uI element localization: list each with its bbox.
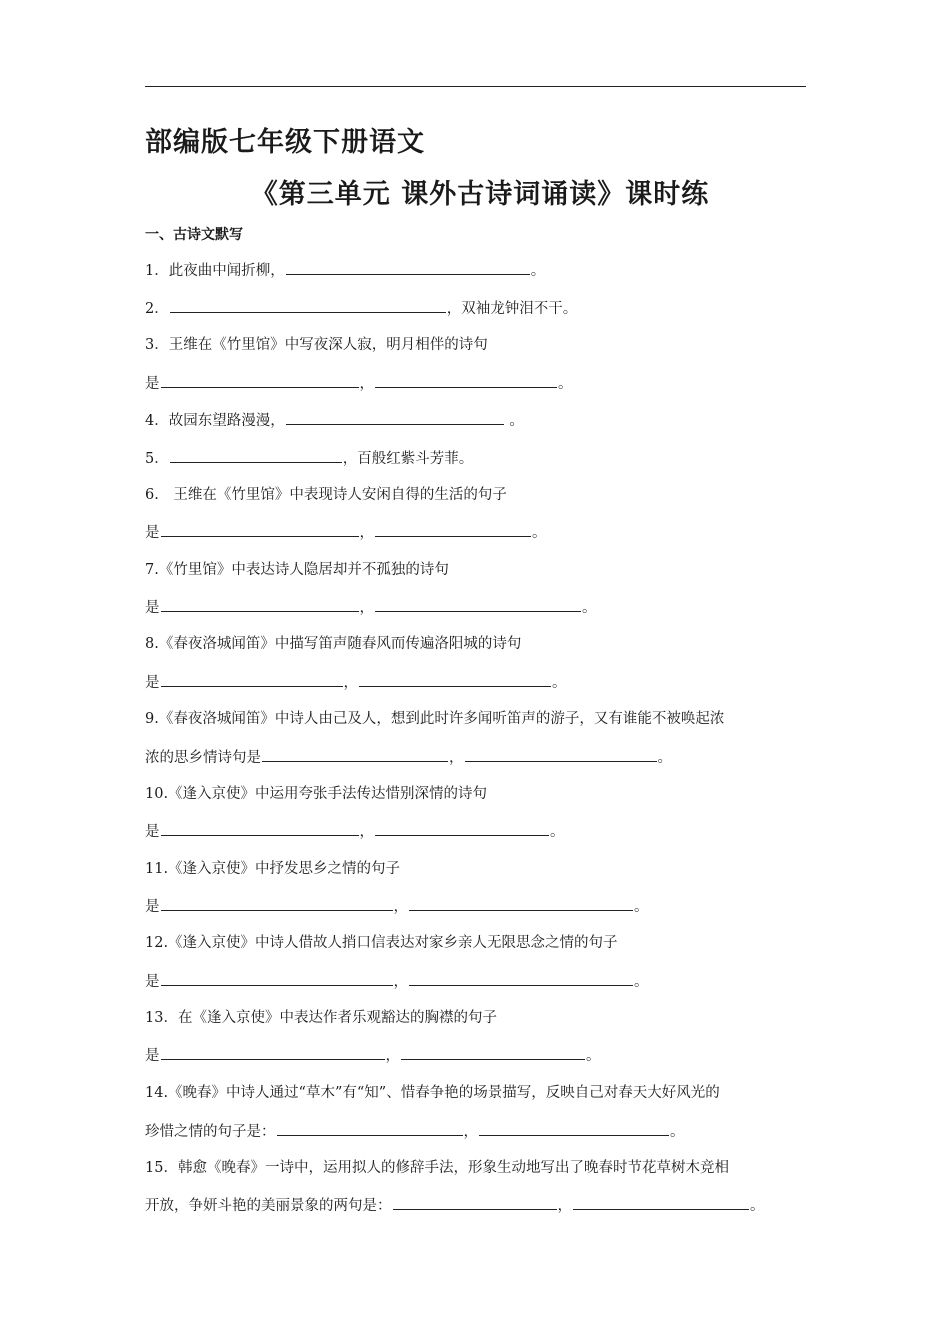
question-14-answer: 珍惜之情的句子是： ， 。 [145, 1121, 685, 1141]
question-text: 1．此夜曲中闻折柳， [145, 263, 285, 279]
question-text: 2． [145, 301, 169, 317]
question-5: 5． ，百般红紫斗芳菲。 [145, 448, 473, 468]
question-8-answer: 是 ， 。 [145, 672, 567, 692]
answer-blank[interactable] [170, 298, 446, 313]
question-text: 12.《逢入京使》中诗人借故人捎口信表达对家乡亲人无限思念之情的句子 [145, 935, 618, 951]
question-3 [145, 335, 488, 355]
answer-blank[interactable] [375, 522, 531, 537]
question-2: 2． ，双袖龙钟泪不干。 [145, 298, 577, 318]
question-10 [145, 784, 487, 804]
question-10-answer: 是 ， 。 [145, 821, 565, 841]
question-7-answer: 是 ， 。 [145, 597, 597, 617]
question-text: 13．在《逢入京使》中表达作者乐观豁达的胸襟的句子 [145, 1010, 497, 1026]
question-text: 8.《春夜洛城闻笛》中描写笛声随春风而传遍洛阳城的诗句 [145, 636, 522, 652]
answer-blank[interactable] [161, 373, 359, 388]
answer-blank[interactable] [161, 1045, 385, 1060]
question-13-answer: 是 ， 。 [145, 1045, 601, 1065]
question-text: 4．故园东望路漫漫， [145, 413, 285, 429]
question-text: 5． [145, 451, 169, 467]
answer-blank[interactable] [409, 896, 633, 911]
question-text: 14.《晚春》中诗人通过“草木”有“知”、惜春争艳的场景描写，反映自己对春天大好风光的 [145, 1085, 720, 1101]
section-heading: 一、古诗文默写 [145, 227, 243, 243]
answer-blank[interactable] [161, 597, 359, 612]
question-text: 3．王维在《竹里馆》中写夜深人寂，明月相伴的诗句 [145, 337, 488, 353]
answer-blank[interactable] [375, 597, 581, 612]
question-13 [145, 1008, 497, 1028]
question-6 [145, 485, 507, 505]
question-text: 11.《逢入京使》中抒发思乡之情的句子 [145, 861, 401, 877]
answer-blank[interactable] [277, 1121, 463, 1136]
question-9 [145, 709, 724, 729]
answer-blank[interactable] [393, 1195, 557, 1210]
question-8 [145, 634, 521, 654]
question-15 [145, 1158, 729, 1178]
answer-blank[interactable] [359, 672, 551, 687]
question-6-answer: 是 ， 。 [145, 522, 547, 542]
document-subtitle: 《第三单元 课外古诗词诵读》课时练 [250, 179, 710, 210]
answer-blank[interactable] [170, 448, 342, 463]
answer-blank[interactable] [161, 821, 359, 836]
question-text: 9.《春夜洛城闻笛》中诗人由己及人，想到此时许多闻听笛声的游子，又有谁能不被唤起浓 [145, 711, 725, 727]
question-text: 15．韩愈《晚春》一诗中，运用拟人的修辞手法，形象生动地写出了晚春时节花草树木竞相 [145, 1160, 729, 1176]
question-7 [145, 560, 449, 580]
answer-blank[interactable] [375, 373, 557, 388]
question-3-answer: 是 ， 。 [145, 373, 573, 393]
answer-blank[interactable] [161, 971, 393, 986]
answer-blank[interactable] [409, 971, 633, 986]
question-11 [145, 859, 400, 879]
question-text: 7.《竹里馆》中表达诗人隐居却并不孤独的诗句 [145, 562, 449, 578]
answer-blank[interactable] [161, 896, 393, 911]
answer-blank[interactable] [286, 260, 530, 275]
answer-blank[interactable] [161, 672, 343, 687]
header-rule [145, 86, 806, 87]
question-12 [145, 933, 618, 953]
question-1: 1．此夜曲中闻折柳， 。 [145, 260, 545, 280]
question-15-answer: 开放，争妍斗艳的美丽景象的两句是： ， 。 [145, 1195, 765, 1215]
question-text: 6. 王维在《竹里馆》中表现诗人安闲自得的生活的句子 [145, 487, 507, 503]
answer-blank[interactable] [479, 1121, 669, 1136]
question-11-answer: 是 ， 。 [145, 896, 649, 916]
answer-blank[interactable] [161, 522, 359, 537]
question-4: 4．故园东望路漫漫， 。 [145, 410, 524, 430]
question-14 [145, 1083, 720, 1103]
question-text: 10.《逢入京使》中运用夸张手法传达惜别深情的诗句 [145, 786, 488, 802]
answer-blank[interactable] [375, 821, 549, 836]
question-12-answer: 是 ， 。 [145, 971, 649, 991]
question-9-answer: 浓的思乡情诗句是 ， 。 [145, 747, 672, 767]
document-title: 部编版七年级下册语文 [145, 127, 425, 158]
answer-blank[interactable] [465, 747, 657, 762]
answer-blank[interactable] [286, 410, 504, 425]
answer-blank[interactable] [262, 747, 448, 762]
answer-blank[interactable] [401, 1045, 585, 1060]
answer-blank[interactable] [573, 1195, 749, 1210]
